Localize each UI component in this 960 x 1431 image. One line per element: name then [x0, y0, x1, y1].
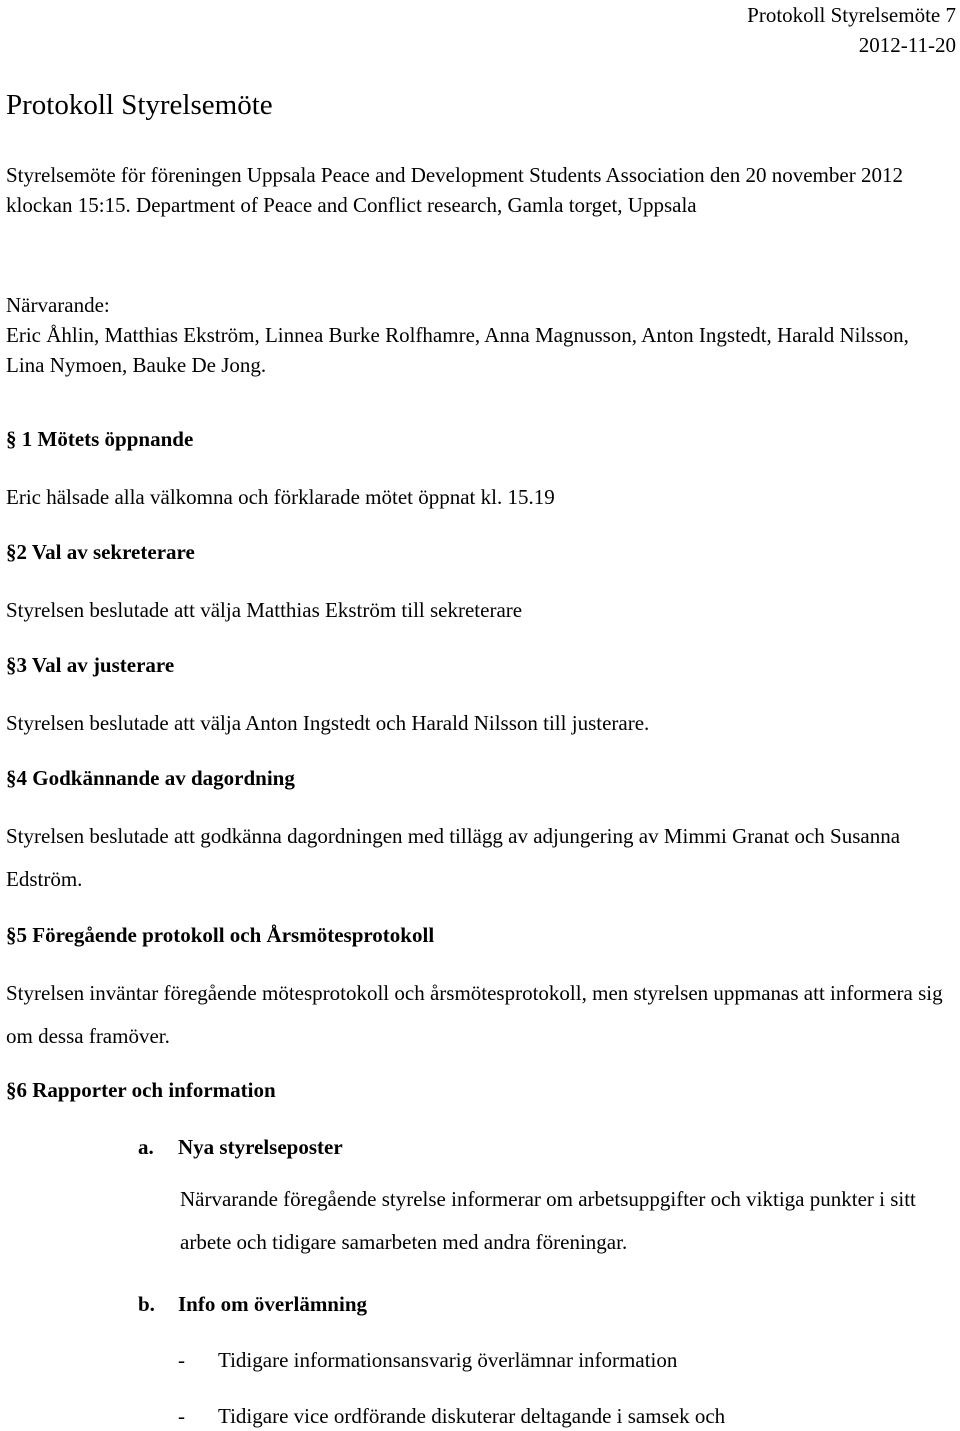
attendees-label: Närvarande: — [6, 293, 110, 317]
subsection-title: Info om överlämning — [178, 1292, 367, 1316]
section-heading: §3 Val av justerare — [6, 653, 175, 677]
page-header — [747, 0, 956, 61]
section-2 — [6, 537, 956, 632]
section-5 — [6, 920, 956, 1058]
bullet-text: Tidigare informationsansvarig överlämnar information — [218, 1348, 678, 1372]
subsection-a-text: Närvarande föregående styrelse informerar om arbetsuppgifter och viktiga punkter i sitt arbete och tidigare samarbeten med andra föreningar. — [180, 1187, 916, 1254]
section-text: Eric hälsade alla välkomna och förklarade mötet öppnat kl. 15.19 — [6, 485, 555, 510]
section-heading: §6 Rapporter och information — [6, 1078, 276, 1102]
section-6 — [6, 1075, 956, 1105]
section-3 — [6, 650, 956, 745]
bullet-text: Tidigare vice ordförande diskuterar deltagande i samsek och — [218, 1404, 726, 1428]
subsection-b-heading — [138, 1289, 367, 1319]
header-doc-name: Protokoll Styrelsemöte 7 — [747, 3, 956, 27]
subsection-a-heading — [138, 1132, 343, 1162]
bullet-dash: - — [178, 1404, 185, 1428]
section-heading: §4 Godkännande av dagordning — [6, 766, 295, 790]
section-heading: §5 Föregående protokoll och Årsmötesprotokoll — [6, 923, 435, 947]
section-text: Styrelsen beslutade att godkänna dagordningen med tillägg av adjungering av Mimmi Granat och Susanna Edström. — [6, 824, 901, 892]
section-text: Styrelsen beslutade att välja Matthias Ekström till sekreterare — [6, 598, 523, 623]
section-text: Styrelsen inväntar föregående mötesprotokoll och årsmötesprotokoll, men styrelsen uppmanas att informera sig om dessa framöver. — [6, 981, 943, 1049]
intro-paragraph: Styrelsemöte för föreningen Uppsala Peace and Development Students Association den 20 november 2012 klockan 15:15. Department of Peace and Conflict research, Gamla torget, Uppsala — [6, 163, 903, 217]
section-text: Styrelsen beslutade att välja Anton Ingstedt och Harald Nilsson till justerare. — [6, 711, 650, 736]
bullet-dash: - — [178, 1348, 185, 1372]
section-heading: § 1 Mötets öppnande — [6, 427, 194, 451]
attendees-block — [6, 290, 946, 380]
section-heading: §2 Val av sekreterare — [6, 540, 195, 564]
bullet-item-2 — [178, 1401, 725, 1431]
bullet-item-1 — [178, 1345, 677, 1375]
subsection-letter: b. — [138, 1292, 155, 1316]
subsection-title: Nya styrelseposter — [178, 1135, 343, 1159]
section-1 — [6, 424, 956, 519]
subsection-letter: a. — [138, 1135, 154, 1159]
attendees-names: Eric Åhlin, Matthias Ekström, Linnea Burke Rolfhamre, Anna Magnusson, Anton Ingstedt, Harald Nilsson, Lina Nymoen, Bauke De Jong. — [6, 323, 909, 377]
header-date: 2012-11-20 — [858, 33, 956, 58]
page-title: Protokoll Styrelsemöte — [6, 89, 273, 121]
section-4 — [6, 763, 956, 901]
